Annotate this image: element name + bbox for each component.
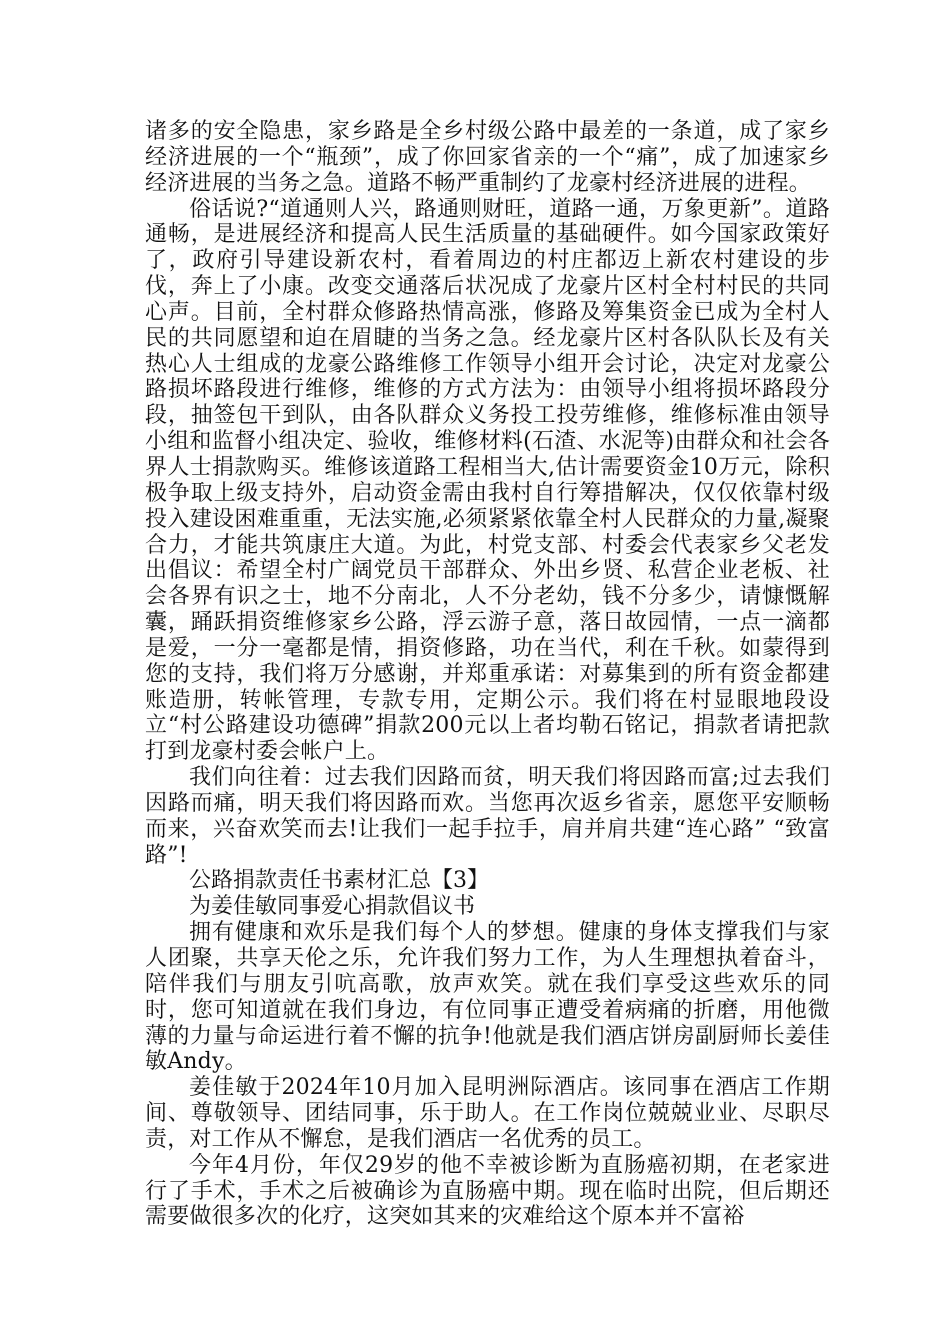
body-paragraph: 今年4月份，年仅29岁的他不幸被诊断为直肠癌初期，在老家进行了手术，手术之后被确诊为直肠癌中期。现在临时出院，但后期还需要做很多次的化疗，这突如其来的灾难给这个原本并不富裕	[145, 1152, 830, 1230]
body-paragraph: 俗话说?“道通则人兴，路通则财旺，道路一通，万象更新”。道路通畅，是进展经济和提高人民生活质量的基础硬件。如今国家政策好了，政府引导建设新农村，看着周边的村庄都迈上新农村建设的步伐，奔上了小康。改变交通落后状况成了龙豪片区村全村村民的共同心声。目前，全村群众修路热情高涨，修路及筹集资金已成为全村人民的共同愿望和迫在眉睫的当务之急。经龙豪片区村各队队长及有关热心人士组成的龙豪公路维修工作领导小组开会讨论，决定对龙豪公路损坏路段进行维修，维修的方式方法为：由领导小组将损坏路段分段，抽签包干到队，由各队群众义务投工投劳维修，维修标准由领导小组和监督小组决定、验收，维修材料(石渣、水泥等)由群众和社会各界人士捐款购买。维修该道路工程相当大,估计需要资金10万元，除积极争取上级支持外，启动资金需由我村自行筹措解决，仅仅依靠村级投入建设困难重重，无法实施,必须紧紧依靠全村人民群众的力量,凝聚合力，才能共筑康庄大道。为此，村党支部、村委会代表家乡父老发出倡议：希望全村广阔党员干部群众、外出乡贤、私营企业老板、社会各界有识之士，地不分南北，人不分老幼，钱不分多少，请慷慨解囊，踊跃捐资维修家乡公路，浮云游子意，落日故园情，一点一滴都是爱，一分一毫都是情，捐资修路，功在当代，利在千秋。如蒙得到您的支持，我们将万分感谢，并郑重承诺：对募集到的所有资金都建账造册，转帐管理，专款专用，定期公示。我们将在村显眼地段设立“村公路建设功德碑”捐款200元以上者均勒石铭记，捐款者请把款打到龙豪村委会帐户上。	[145, 196, 830, 765]
sub-heading: 为姜佳敏同事爱心捐款倡议书	[189, 894, 476, 920]
body-paragraph: 诸多的安全隐患，家乡路是全乡村级公路中最差的一条道，成了家乡经济进展的一个“瓶颈”，成了你回家省亲的一个“痛”，成了加速家乡经济进展的当务之急。道路不畅严重制约了龙豪村经济进展的进程。	[145, 119, 830, 196]
body-paragraph: 姜佳敏于2024年10月加入昆明洲际酒店。该同事在酒店工作期间、尊敬领导、团结同事，乐于助人。在工作岗位兢兢业业、尽职尽责，对工作从不懈怠，是我们酒店一名优秀的员工。	[145, 1075, 830, 1152]
body-paragraph: 拥有健康和欢乐是我们每个人的梦想。健康的身体支撑我们与家人团聚，共享天伦之乐，允许我们努力工作，为人生理想执着奋斗，陪伴我们与朋友引吭高歌，放声欢笑。就在我们享受这些欢乐的同时，您可知道就在我们身边，有位同事正遭受着病痛的折磨，用他微薄的力量与命运进行着不懈的抗争!他就是我们酒店饼房副厨师长姜佳敏Andy。	[145, 920, 830, 1075]
document-page	[145, 119, 830, 1230]
body-paragraph: 我们向往着：过去我们因路而贫，明天我们将因路而富;过去我们因路而痛，明天我们将因路而欢。当您再次返乡省亲，愿您平安顺畅而来，兴奋欢笑而去!让我们一起手拉手，肩并肩共建“连心路” “致富路”!	[145, 765, 830, 868]
section-heading: 公路捐款责任书素材汇总【3】	[189, 868, 489, 894]
